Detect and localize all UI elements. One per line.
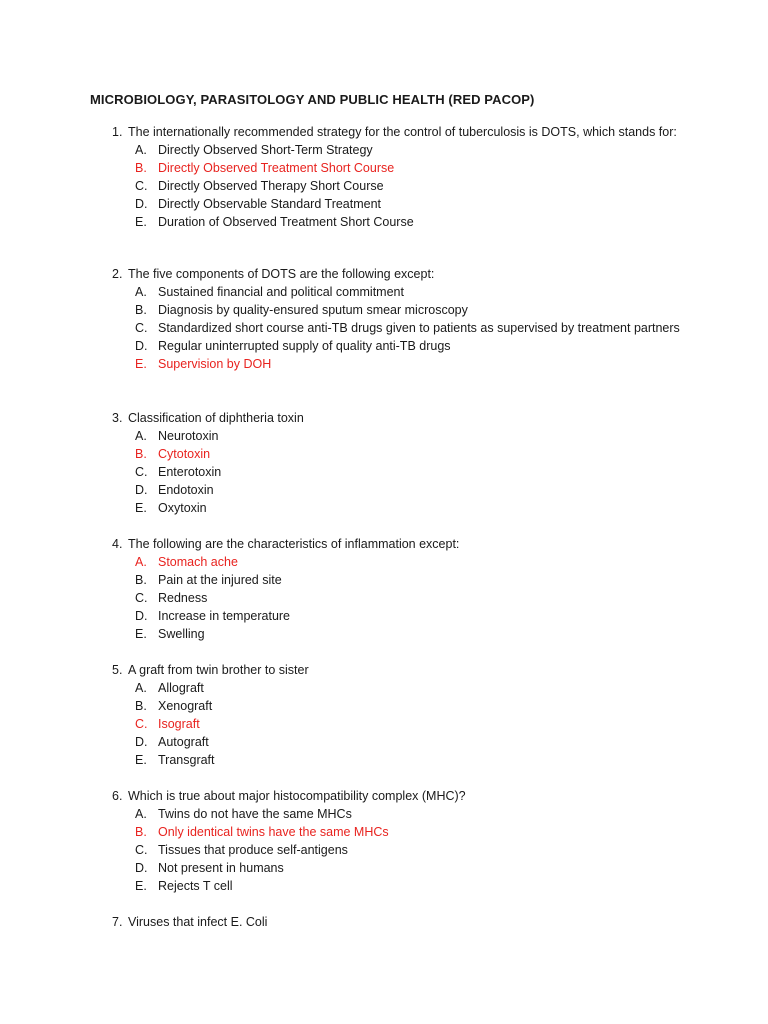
question-5 xyxy=(112,661,712,769)
answer-option xyxy=(112,805,712,823)
option-letter: A. xyxy=(135,143,147,157)
answer-option-correct xyxy=(112,445,712,463)
option-text: Swelling xyxy=(158,627,205,641)
option-letter: A. xyxy=(135,681,147,695)
option-letter: A. xyxy=(135,429,147,443)
question-prompt: Viruses that infect E. Coli xyxy=(128,915,268,929)
option-letter: B. xyxy=(135,573,147,587)
option-letter: E. xyxy=(135,215,147,229)
question-1 xyxy=(112,123,712,231)
answer-option xyxy=(112,877,712,895)
option-text: Endotoxin xyxy=(158,483,214,497)
option-text: Diagnosis by quality-ensured sputum smear microscopy xyxy=(158,303,468,317)
answer-option xyxy=(112,177,712,195)
option-text: Pain at the injured site xyxy=(158,573,282,587)
question-number: 5. xyxy=(112,663,123,677)
option-letter: E. xyxy=(135,627,147,641)
option-text: Allograft xyxy=(158,681,204,695)
option-letter: B. xyxy=(135,303,147,317)
option-text: Supervision by DOH xyxy=(158,357,272,371)
question-text xyxy=(112,265,712,283)
answer-option xyxy=(112,141,712,159)
question-text xyxy=(112,535,712,553)
option-letter: D. xyxy=(135,339,148,353)
question-prompt: The internationally recommended strategy for the control of tuberculosis is DOTS, which stands for: xyxy=(128,125,677,139)
answer-option xyxy=(112,625,712,643)
option-text: Directly Observable Standard Treatment xyxy=(158,197,382,211)
question-2 xyxy=(112,265,712,373)
option-text: Xenograft xyxy=(158,699,213,713)
answer-option xyxy=(112,751,712,769)
option-letter: D. xyxy=(135,609,148,623)
answer-option xyxy=(112,301,712,319)
option-letter: D. xyxy=(135,483,148,497)
option-text: Regular uninterrupted supply of quality anti-TB drugs xyxy=(158,339,451,353)
option-letter: D. xyxy=(135,735,148,749)
option-text: Not present in humans xyxy=(158,861,284,875)
question-number: 2. xyxy=(112,267,123,281)
option-text: Stomach ache xyxy=(158,555,238,569)
option-letter: B. xyxy=(135,699,147,713)
answer-option xyxy=(112,337,712,355)
question-number: 4. xyxy=(112,537,123,551)
answer-option-correct xyxy=(112,715,712,733)
option-letter: E. xyxy=(135,753,147,767)
option-letter: B. xyxy=(135,447,147,461)
answer-option-correct xyxy=(112,355,712,373)
answer-option xyxy=(112,463,712,481)
answer-options xyxy=(112,553,712,643)
option-letter: C. xyxy=(135,179,148,193)
answer-option-correct xyxy=(112,159,712,177)
answer-option xyxy=(112,733,712,751)
question-number: 1. xyxy=(112,125,123,139)
option-text: Rejects T cell xyxy=(158,879,233,893)
question-text xyxy=(112,409,712,427)
option-text: Transgraft xyxy=(158,753,215,767)
option-text: Only identical twins have the same MHCs xyxy=(158,825,389,839)
answer-option xyxy=(112,589,712,607)
question-3 xyxy=(112,409,712,517)
option-letter: C. xyxy=(135,843,148,857)
answer-option xyxy=(112,859,712,877)
option-text: Autograft xyxy=(158,735,209,749)
option-letter: B. xyxy=(135,161,147,175)
option-text: Isograft xyxy=(158,717,200,731)
question-text xyxy=(112,913,712,931)
option-letter: C. xyxy=(135,717,148,731)
answer-option xyxy=(112,499,712,517)
option-letter: A. xyxy=(135,807,147,821)
option-letter: D. xyxy=(135,861,148,875)
answer-option xyxy=(112,679,712,697)
question-number: 3. xyxy=(112,411,123,425)
question-number: 6. xyxy=(112,789,123,803)
option-letter: A. xyxy=(135,285,147,299)
option-letter: E. xyxy=(135,501,147,515)
answer-options xyxy=(112,679,712,769)
answer-options xyxy=(112,805,712,895)
option-text: Oxytoxin xyxy=(158,501,207,515)
option-text: Neurotoxin xyxy=(158,429,219,443)
answer-option xyxy=(112,195,712,213)
answer-option xyxy=(112,571,712,589)
question-6 xyxy=(112,787,712,895)
answer-options xyxy=(112,283,712,373)
option-letter: C. xyxy=(135,321,148,335)
option-text: Tissues that produce self-antigens xyxy=(158,843,348,857)
option-letter: C. xyxy=(135,591,148,605)
option-letter: C. xyxy=(135,465,148,479)
question-number: 7. xyxy=(112,915,123,929)
option-text: Standardized short course anti-TB drugs given to patients as supervised by treatment partners xyxy=(158,321,680,335)
question-prompt: The following are the characteristics of inflammation except: xyxy=(128,537,460,551)
answer-option xyxy=(112,481,712,499)
option-letter: A. xyxy=(135,555,147,569)
question-text xyxy=(112,123,712,141)
question-prompt: Classification of diphtheria toxin xyxy=(128,411,304,425)
question-prompt: Which is true about major histocompatibility complex (MHC)? xyxy=(128,789,466,803)
question-text xyxy=(112,787,712,805)
option-text: Directly Observed Short-Term Strategy xyxy=(158,143,373,157)
answer-option-correct xyxy=(112,553,712,571)
answer-option-correct xyxy=(112,823,712,841)
option-text: Enterotoxin xyxy=(158,465,222,479)
option-text: Twins do not have the same MHCs xyxy=(158,807,352,821)
answer-option xyxy=(112,283,712,301)
answer-option xyxy=(112,319,712,337)
option-letter: B. xyxy=(135,825,147,839)
question-7 xyxy=(112,913,712,931)
answer-options xyxy=(112,141,712,231)
answer-option xyxy=(112,427,712,445)
answer-option xyxy=(112,841,712,859)
question-prompt: The five components of DOTS are the following except: xyxy=(128,267,435,281)
option-text: Sustained financial and political commitment xyxy=(158,285,404,299)
option-letter: E. xyxy=(135,879,147,893)
option-letter: E. xyxy=(135,357,147,371)
answer-options xyxy=(112,427,712,517)
question-4 xyxy=(112,535,712,643)
option-text: Increase in temperature xyxy=(158,609,291,623)
option-text: Cytotoxin xyxy=(158,447,211,461)
question-prompt: A graft from twin brother to sister xyxy=(128,663,309,677)
option-text: Redness xyxy=(158,591,208,605)
answer-option xyxy=(112,213,712,231)
option-text: Directly Observed Therapy Short Course xyxy=(158,179,384,193)
question-text xyxy=(112,661,712,679)
answer-option xyxy=(112,607,712,625)
option-letter: D. xyxy=(135,197,148,211)
option-text: Directly Observed Treatment Short Course xyxy=(158,161,395,175)
answer-option xyxy=(112,697,712,715)
page-title: MICROBIOLOGY, PARASITOLOGY AND PUBLIC HEALTH (RED PACOP) xyxy=(90,92,535,107)
option-text: Duration of Observed Treatment Short Course xyxy=(158,215,414,229)
